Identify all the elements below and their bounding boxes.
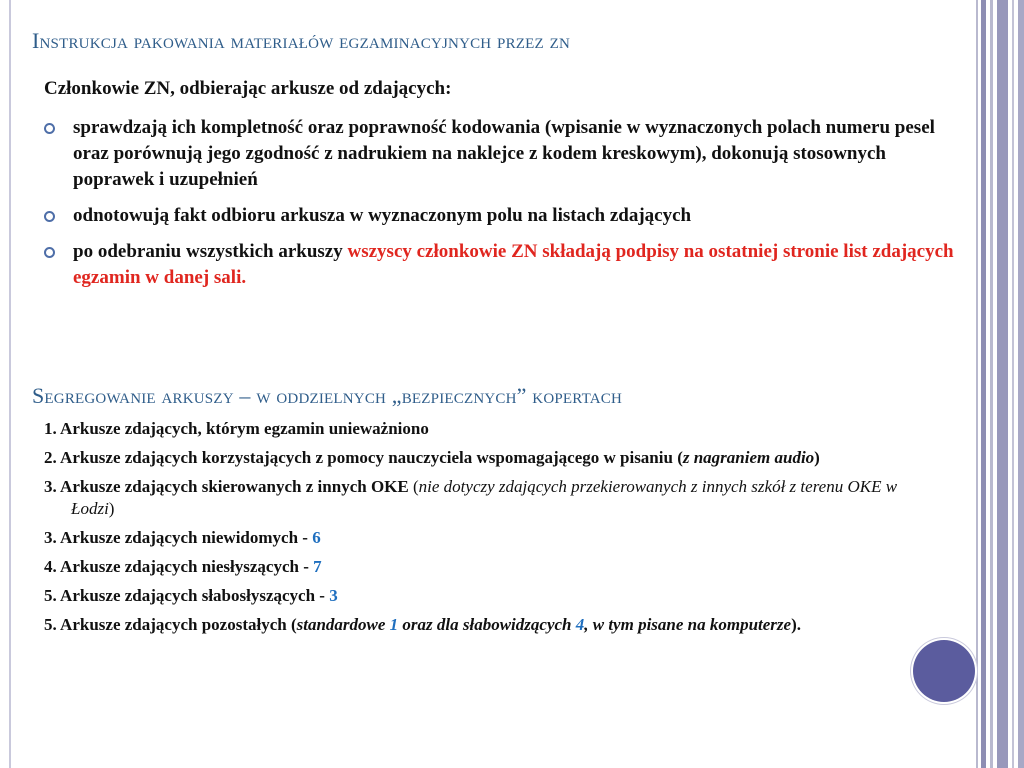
- decorative-circle: [913, 640, 975, 702]
- bullet-text: sprawdzają ich kompletność oraz poprawność kodowania (wpisanie w wyznaczonych polach numeru pesel oraz porównują jego zgodność z nadrukiem na naklejce z kodem kreskowym), dokonują stosownych poprawek i uzupełnień: [73, 117, 935, 190]
- item-count: 3: [329, 586, 338, 605]
- item-paren: ): [108, 499, 115, 518]
- item-italic: oraz dla słabowidzących: [398, 615, 576, 634]
- item-text: 2. Arkusze zdających korzystających z pomocy nauczyciela wspomagającego w pisaniu (: [44, 448, 683, 467]
- bullet-circle-icon: [44, 247, 55, 258]
- item-count: 1: [389, 615, 399, 634]
- bullet-item: [42, 115, 962, 193]
- item-italic: standardowe: [296, 615, 390, 634]
- item-text: ): [814, 448, 820, 467]
- item-text: 3. Arkusze zdających niewidomych -: [44, 528, 313, 547]
- bullet-list: [42, 115, 962, 301]
- item-count: 7: [313, 557, 322, 576]
- list-item: [44, 556, 914, 578]
- bullet-circle-icon: [44, 211, 55, 222]
- list-item: [44, 585, 914, 607]
- bullet-highlight-text: wszyscy członkowie ZN składają podpisy na ostatniej stronie list zdających egzamin w danej sali.: [73, 241, 954, 288]
- section-title: Segregowanie arkuszy – w oddzielnych „bezpiecznych” kopertach: [32, 383, 622, 408]
- intro-text: Członkowie ZN, odbierając arkusze od zdających:: [44, 78, 452, 99]
- bullet-text: odnotowują fakt odbioru arkusza w wyznaczonym polu na listach zdających: [73, 205, 692, 226]
- item-count: 4: [575, 615, 585, 634]
- item-text: 3. Arkusze zdających skierowanych z innych OKE: [44, 477, 413, 496]
- list-item: [44, 614, 914, 636]
- item-italic: , w tym pisane na komputerze: [584, 615, 792, 634]
- numbered-list: [44, 418, 914, 643]
- item-text: 4. Arkusze zdających niesłyszących -: [44, 557, 314, 576]
- right-decorative-bars: [976, 0, 1024, 768]
- item-italic-note: nie dotyczy zdających przekierowanych z innych szkół z terenu OKE w Łodzi: [71, 477, 898, 518]
- item-text: 5. Arkusze zdających pozostałych (: [44, 615, 297, 634]
- bullet-circle-icon: [44, 123, 55, 134]
- item-text: 1. Arkusze zdających, którym egzamin unieważniono: [44, 419, 429, 438]
- bullet-item: [42, 239, 962, 291]
- item-count: 6: [312, 528, 321, 547]
- item-text: ).: [791, 615, 802, 634]
- list-item: [44, 476, 914, 520]
- item-paren: (: [412, 477, 419, 496]
- item-italic: z nagraniem audio: [682, 448, 815, 467]
- list-item: [44, 418, 914, 440]
- slide-title: Instrukcja pakowania materiałów egzaminacyjnych przez zn: [32, 28, 570, 53]
- bullet-text: po odebraniu wszystkich arkuszy: [73, 241, 348, 262]
- left-border-line: [9, 0, 11, 768]
- item-text: 5. Arkusze zdających słabosłyszących -: [44, 586, 330, 605]
- list-item: [44, 447, 914, 469]
- bullet-item: [42, 203, 962, 229]
- list-item: [44, 527, 914, 549]
